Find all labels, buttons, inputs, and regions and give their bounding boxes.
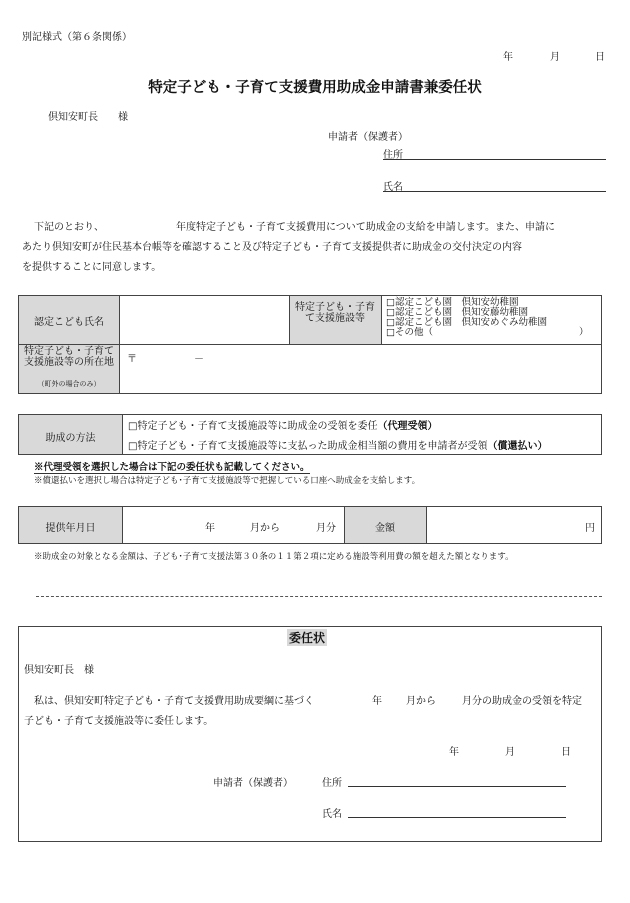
proxy-addressee: 倶知安町長 様 [24, 665, 94, 676]
period-input[interactable] [124, 508, 342, 542]
intro-line1-start: 下記のとおり、 [34, 222, 104, 233]
proxy-address-label: 住所 [322, 778, 342, 789]
page-title: 特定子ども・子育て支援費用助成金申請書兼委任状 [148, 79, 482, 96]
note-amount: ※助成金の対象となる金額は、子ども･子育て支援法第３０条の１１第２項に定める施設等利用費の額を超えた額となります。 [34, 552, 514, 562]
header-date-year: 年 [503, 52, 513, 63]
applicant-address-label: 住所 [383, 150, 403, 161]
facility-option-1[interactable]: □認定こども園 倶知安幼稚園 [386, 297, 519, 308]
applicant-label: 申請者（保護者） [328, 132, 408, 143]
proxy-body-year: 年 [372, 696, 382, 707]
postal-mark: 〒 [127, 354, 137, 365]
proxy-date-day: 日 [561, 747, 571, 758]
method-option-proxy-tag: （代理受領） [377, 421, 438, 432]
proxy-body-line2: 子ども・子育て支援施設等に委任します。 [24, 716, 214, 727]
child-name-label: 認定こども氏名 [34, 317, 104, 328]
applicant-name-label: 氏名 [383, 182, 403, 193]
facility-location-input[interactable] [140, 347, 600, 392]
method-label: 助成の方法 [45, 433, 96, 444]
period-label: 提供年月日 [45, 523, 96, 534]
method-option-reimburse[interactable] [128, 437, 547, 452]
header-date-day: 日 [595, 52, 605, 63]
period-to: 月分 [316, 523, 336, 534]
postal-dash: － [194, 354, 204, 365]
child-name-input[interactable] [121, 297, 287, 343]
facility-label: 特定子ども・子育て支援施設等 [295, 302, 375, 324]
proxy-title: 委任状 [289, 631, 326, 645]
amount-yen: 円 [585, 523, 595, 534]
proxy-applicant-label: 申請者（保護者） [213, 778, 293, 789]
header-date-month: 月 [550, 52, 560, 63]
method-option-reimburse-tag: （償還払い） [487, 441, 548, 452]
form-reference: 別記様式（第６条関係） [22, 32, 132, 43]
facility-option-2[interactable]: □認定こども園 倶知安藤幼稚園 [386, 307, 528, 318]
facility-location-note: （町外の場合のみ） [37, 380, 101, 388]
method-option-proxy-text: □特定子ども・子育て支援施設等に助成金の受領を委任 [128, 421, 378, 432]
note-proxy: ※代理受領を選択した場合は下記の委任状も記載してください。 [34, 459, 310, 474]
amount-label: 金額 [375, 523, 395, 534]
proxy-date-month: 月 [505, 747, 515, 758]
proxy-body-to: 月分の助成金の受領を特定 [462, 696, 582, 707]
intro-line1-end: 年度特定子ども・子育て支援費用について助成金の支給を申請します。また、申請に [176, 222, 555, 233]
note-reimburse: ※償還払いを選択し場合は特定子ども･子育て支援施設等で把握している口座へ助成金を支給します。 [34, 476, 421, 486]
proxy-name-label: 氏名 [322, 809, 342, 820]
proxy-name-input[interactable] [348, 805, 566, 818]
period-year: 年 [205, 523, 215, 534]
method-option-reimburse-text: □特定子ども・子育て支援施設等に支払った助成金相当額の費用を申請者が受領 [128, 441, 488, 452]
amount-input[interactable] [428, 508, 600, 542]
facility-option-3[interactable]: □認定こども園 倶知安めぐみ幼稚園 [386, 317, 547, 328]
proxy-address-input[interactable] [348, 774, 566, 787]
proxy-body-start: 私は、倶知安町特定子ども・子育て支援費用助成要綱に基づく [34, 696, 314, 707]
cut-line-divider [36, 596, 602, 597]
applicant-address-field[interactable] [383, 146, 606, 160]
addressee: 倶知安町長 様 [48, 112, 128, 123]
proxy-date-year: 年 [449, 747, 459, 758]
facility-option-other[interactable]: □その他（ [386, 327, 433, 338]
applicant-name-field[interactable] [383, 178, 606, 192]
intro-line2: あたり倶知安町が住民基本台帳等を確認すること及び特定子ども・子育て支援提供者に助成金の交付決定の内容 [22, 242, 522, 253]
proxy-body-from: 月から [406, 696, 436, 707]
method-option-proxy[interactable] [128, 417, 437, 432]
facility-location-label: 特定子ども・子育て支援施設等の所在地 [24, 346, 114, 368]
facility-other-close: ） [579, 327, 589, 338]
period-from: 月から [250, 523, 280, 534]
intro-line3: を提供することに同意します。 [22, 262, 162, 273]
